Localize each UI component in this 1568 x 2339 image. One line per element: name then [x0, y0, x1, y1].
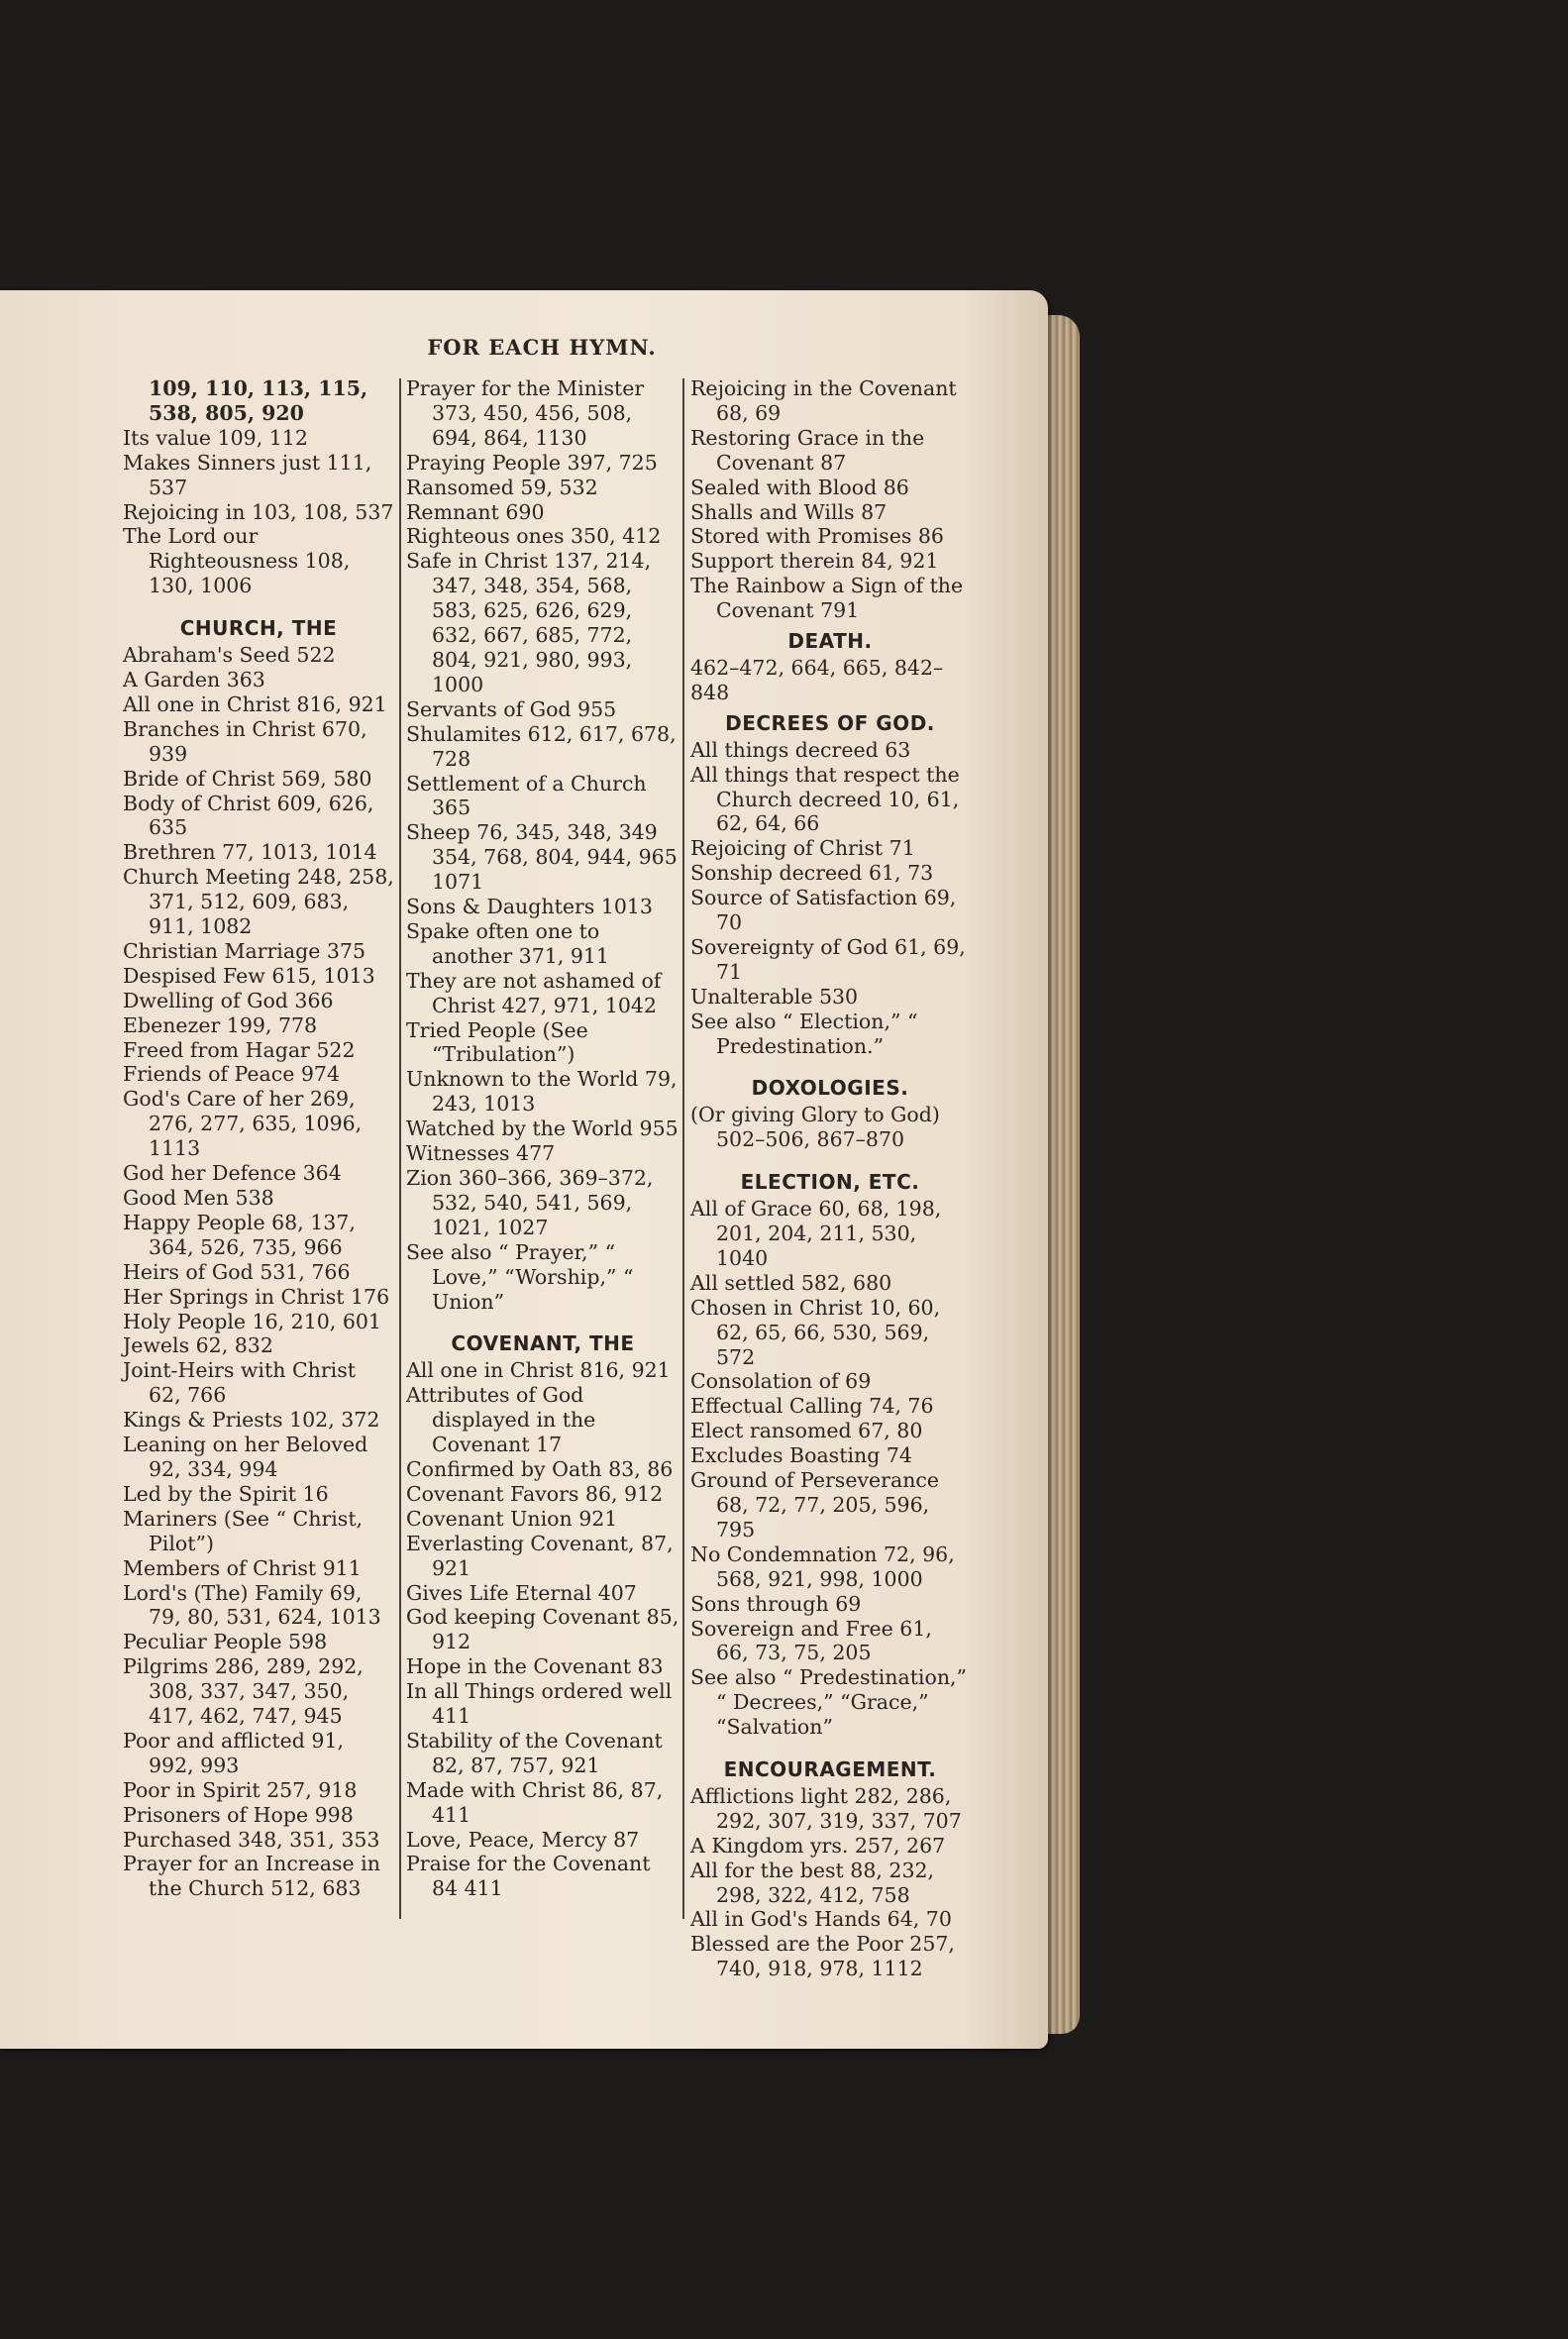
index-entry: All one in Christ 816, 921: [123, 691, 387, 716]
section-heading: DECREES OF GOD.: [725, 710, 935, 735]
section-heading: DEATH.: [787, 629, 873, 654]
index-entry: No Condemnation 72, 96, 568, 921, 998, 1000: [690, 1542, 955, 1591]
index-entry: Dwelling of God 366: [123, 988, 334, 1012]
index-entry: Church Meeting 248, 258, 371, 512, 609, 683, 911, 1082: [123, 865, 394, 939]
index-entry: All one in Christ 816, 921: [406, 1358, 671, 1383]
section-heading: ELECTION, ETC.: [740, 1170, 920, 1195]
index-entry: Sonship decreed 61, 73: [690, 861, 934, 886]
index-entry: Rejoicing of Christ 71: [690, 836, 915, 861]
index-entry: Zion 360–366, 369–372, 532, 540, 541, 569, 1021, 1027: [406, 1166, 654, 1239]
index-entry: Praying People 397, 725: [406, 450, 658, 475]
index-entry: Prisoners of Hope 998: [123, 1802, 354, 1827]
index-entry-continued: 109, 110, 113, 115, 538, 805, 920: [149, 376, 368, 425]
index-entry: Its value 109, 112: [123, 425, 308, 450]
index-entry: Friends of Peace 974: [123, 1062, 341, 1087]
index-entry: Stability of the Covenant 82, 87, 757, 921: [406, 1728, 663, 1777]
index-column-3: [690, 376, 970, 1981]
index-entry: Holy People 16, 210, 601: [123, 1309, 381, 1333]
section-heading: CHURCH, THE: [179, 616, 338, 641]
index-entry: Abraham's Seed 522: [123, 643, 336, 668]
index-entry: The Lord our Righteousness 108, 130, 1006: [123, 524, 351, 598]
index-entry: Afflictions light 282, 286, 292, 307, 319, 337, 707: [690, 1783, 962, 1833]
index-entry: Unknown to the World 79, 243, 1013: [406, 1067, 678, 1116]
index-entry: Sovereign and Free 61, 66, 73, 75, 205: [690, 1616, 932, 1665]
index-entry: Shalls and Wills 87: [690, 499, 888, 524]
index-entry: Prayer for an Increase in the Church 512, 683: [123, 1852, 380, 1901]
section-heading: ENCOURAGEMENT.: [723, 1757, 937, 1782]
index-entry: Gives Life Eternal 407: [406, 1580, 637, 1605]
index-entry: Witnesses 477: [406, 1141, 556, 1166]
index-entry: Purchased 348, 351, 353: [123, 1827, 380, 1852]
index-entry: Sons & Daughters 1013: [406, 895, 653, 919]
index-entry: Ground of Perseverance 68, 72, 77, 205, 596, 795: [690, 1468, 940, 1542]
index-entry: Effectual Calling 74, 76: [690, 1394, 934, 1419]
index-entry: Bride of Christ 569, 580: [123, 766, 372, 791]
index-entry: Ebenezer 199, 778: [123, 1012, 318, 1037]
index-entry: Blessed are the Poor 257, 740, 918, 978, 1112: [690, 1932, 955, 1981]
index-entry: Praise for the Covenant 84 411: [406, 1852, 651, 1901]
section-heading: COVENANT, THE: [451, 1331, 635, 1356]
index-entry: Servants of God 955: [406, 696, 617, 721]
index-entry: Ransomed 59, 532: [406, 475, 598, 499]
running-header: FOR EACH HYMN.: [427, 335, 657, 360]
index-entry: In all Things ordered well 411: [406, 1679, 673, 1729]
index-entry: Leaning on her Beloved 92, 334, 994: [123, 1433, 368, 1481]
index-entry: Tried People (See “Tribulation”): [406, 1017, 588, 1067]
index-entry: Spake often one to another 371, 911: [406, 918, 609, 968]
index-entry: Remnant 690: [406, 499, 545, 524]
index-entry: Joint-Heirs with Christ 62, 766: [123, 1358, 356, 1408]
index-entry: Peculiar People 598: [123, 1630, 328, 1654]
index-column-1: [123, 376, 394, 1922]
index-entry: Stored with Promises 86: [690, 524, 944, 549]
index-entry: Heirs of God 531, 766: [123, 1259, 351, 1284]
index-entry: The Rainbow a Sign of the Covenant 791: [690, 574, 964, 623]
index-entry: Poor and afflicted 91, 992, 993: [123, 1728, 345, 1777]
index-entry: Rejoicing in the Covenant 68, 69: [690, 376, 957, 425]
index-entry: Jewels 62, 832: [123, 1333, 273, 1358]
index-entry: Branches in Christ 670, 939: [123, 716, 367, 766]
index-entry: Poor in Spirit 257, 918: [123, 1777, 358, 1802]
index-entry: Made with Christ 86, 87, 411: [406, 1777, 664, 1827]
index-entry: Elect ransomed 67, 80: [690, 1419, 923, 1443]
index-entry: Consolation of 69: [690, 1369, 872, 1394]
index-entry: See also “ Election,” “ Predestination.”: [690, 1009, 918, 1058]
index-column-2: [406, 376, 679, 1922]
index-entry: All of Grace 60, 68, 198, 201, 204, 211, 530, 1040: [690, 1197, 942, 1270]
index-entry: A Kingdom yrs. 257, 267: [690, 1833, 946, 1858]
index-entry: All in God's Hands 64, 70: [690, 1907, 952, 1932]
index-entry: Attributes of God displayed in the Covenant 17: [406, 1383, 596, 1457]
index-entry: Chosen in Christ 10, 60, 62, 65, 66, 530, 569, 572: [690, 1295, 941, 1369]
index-entry: Christian Marriage 375: [123, 938, 366, 963]
index-entry: See also “ Prayer,” “ Love,” “Worship,” “ Union”: [406, 1239, 634, 1314]
index-entry: All things decreed 63: [690, 737, 911, 762]
index-entry: Freed from Hagar 522: [123, 1037, 356, 1062]
index-entry: Settlement of a Church 365: [406, 771, 647, 820]
index-entry: Happy People 68, 137, 364, 526, 735, 966: [123, 1210, 356, 1259]
index-entry: Despised Few 615, 1013: [123, 963, 375, 988]
index-entry: Righteous ones 350, 412: [406, 524, 662, 549]
index-entry: God's Care of her 269, 276, 277, 635, 1096, 1113: [123, 1087, 363, 1161]
index-entry: They are not ashamed of Christ 427, 971, 1042: [406, 968, 662, 1017]
index-entry: (Or giving Glory to God) 502–506, 867–870: [690, 1103, 940, 1152]
column-rule: [682, 378, 684, 1919]
index-entry: Good Men 538: [123, 1186, 274, 1210]
index-entry: Covenant Favors 86, 912: [406, 1481, 664, 1506]
section-heading: DOXOLOGIES.: [751, 1076, 909, 1101]
index-entry: A Garden 363: [123, 667, 265, 691]
index-entry: Sons through 69: [690, 1591, 862, 1616]
index-entry: Her Springs in Christ 176: [123, 1284, 390, 1309]
index-entry: Confirmed by Oath 83, 86: [406, 1456, 674, 1481]
index-entry: Sheep 76, 345, 348, 349 354, 768, 804, 944, 965 1071: [406, 820, 678, 895]
index-entry: Excludes Boasting 74: [690, 1443, 912, 1468]
index-entry: God her Defence 364: [123, 1161, 342, 1186]
index-entry: Safe in Christ 137, 214, 347, 348, 354, 568, 583, 625, 626, 629, 632, 667, 685, 772, 804, 921, 980, 993, 1000: [406, 549, 652, 696]
index-entry: Hope in the Covenant 83: [406, 1654, 664, 1679]
index-entry: Mariners (See “ Christ, Pilot”): [123, 1506, 364, 1555]
index-entry: Lord's (The) Family 69, 79, 80, 531, 624, 1013: [123, 1580, 381, 1630]
index-entry: Covenant Union 921: [406, 1506, 618, 1531]
index-entry: All for the best 88, 232, 298, 322, 412, 758: [690, 1858, 935, 1907]
index-entry: Watched by the World 955: [406, 1116, 679, 1141]
index-entry: Prayer for the Minister 373, 450, 456, 508, 694, 864, 1130: [406, 376, 645, 450]
index-entry: Support therein 84, 921: [690, 549, 939, 574]
index-entry: Pilgrims 286, 289, 292, 308, 337, 347, 350, 417, 462, 747, 945: [123, 1654, 364, 1729]
index-entry: Love, Peace, Mercy 87: [406, 1827, 640, 1852]
index-entry: Rejoicing in 103, 108, 537: [123, 499, 394, 524]
index-entry: God keeping Covenant 85, 912: [406, 1605, 679, 1654]
index-entry: 462–472, 664, 665, 842–848: [690, 655, 944, 704]
index-entry: Shulamites 612, 617, 678, 728: [406, 721, 677, 771]
index-entry: Brethren 77, 1013, 1014: [123, 840, 377, 865]
index-entry: Kings & Priests 102, 372: [123, 1408, 380, 1433]
index-entry: Sealed with Blood 86: [690, 475, 909, 499]
index-entry: Body of Christ 609, 626, 635: [123, 791, 374, 840]
index-entry: Sovereignty of God 61, 69, 71: [690, 934, 966, 984]
index-entry: All settled 582, 680: [690, 1270, 892, 1295]
index-entry: Led by the Spirit 16: [123, 1481, 329, 1506]
index-entry: See also “ Predestination,” “ Decrees,” “Grace,” “Salvation”: [690, 1665, 968, 1740]
index-entry: All things that respect the Church decreed 10, 61, 62, 64, 66: [690, 762, 960, 836]
index-entry: Everlasting Covenant, 87, 921: [406, 1531, 674, 1580]
index-entry: Makes Sinners just 111, 537: [123, 450, 372, 499]
index-entry: Restoring Grace in the Covenant 87: [690, 425, 925, 475]
index-entry: Members of Christ 911: [123, 1555, 362, 1580]
index-entry: Source of Satisfaction 69, 70: [690, 886, 957, 935]
column-rule: [399, 378, 401, 1919]
index-entry: Unalterable 530: [690, 984, 859, 1009]
